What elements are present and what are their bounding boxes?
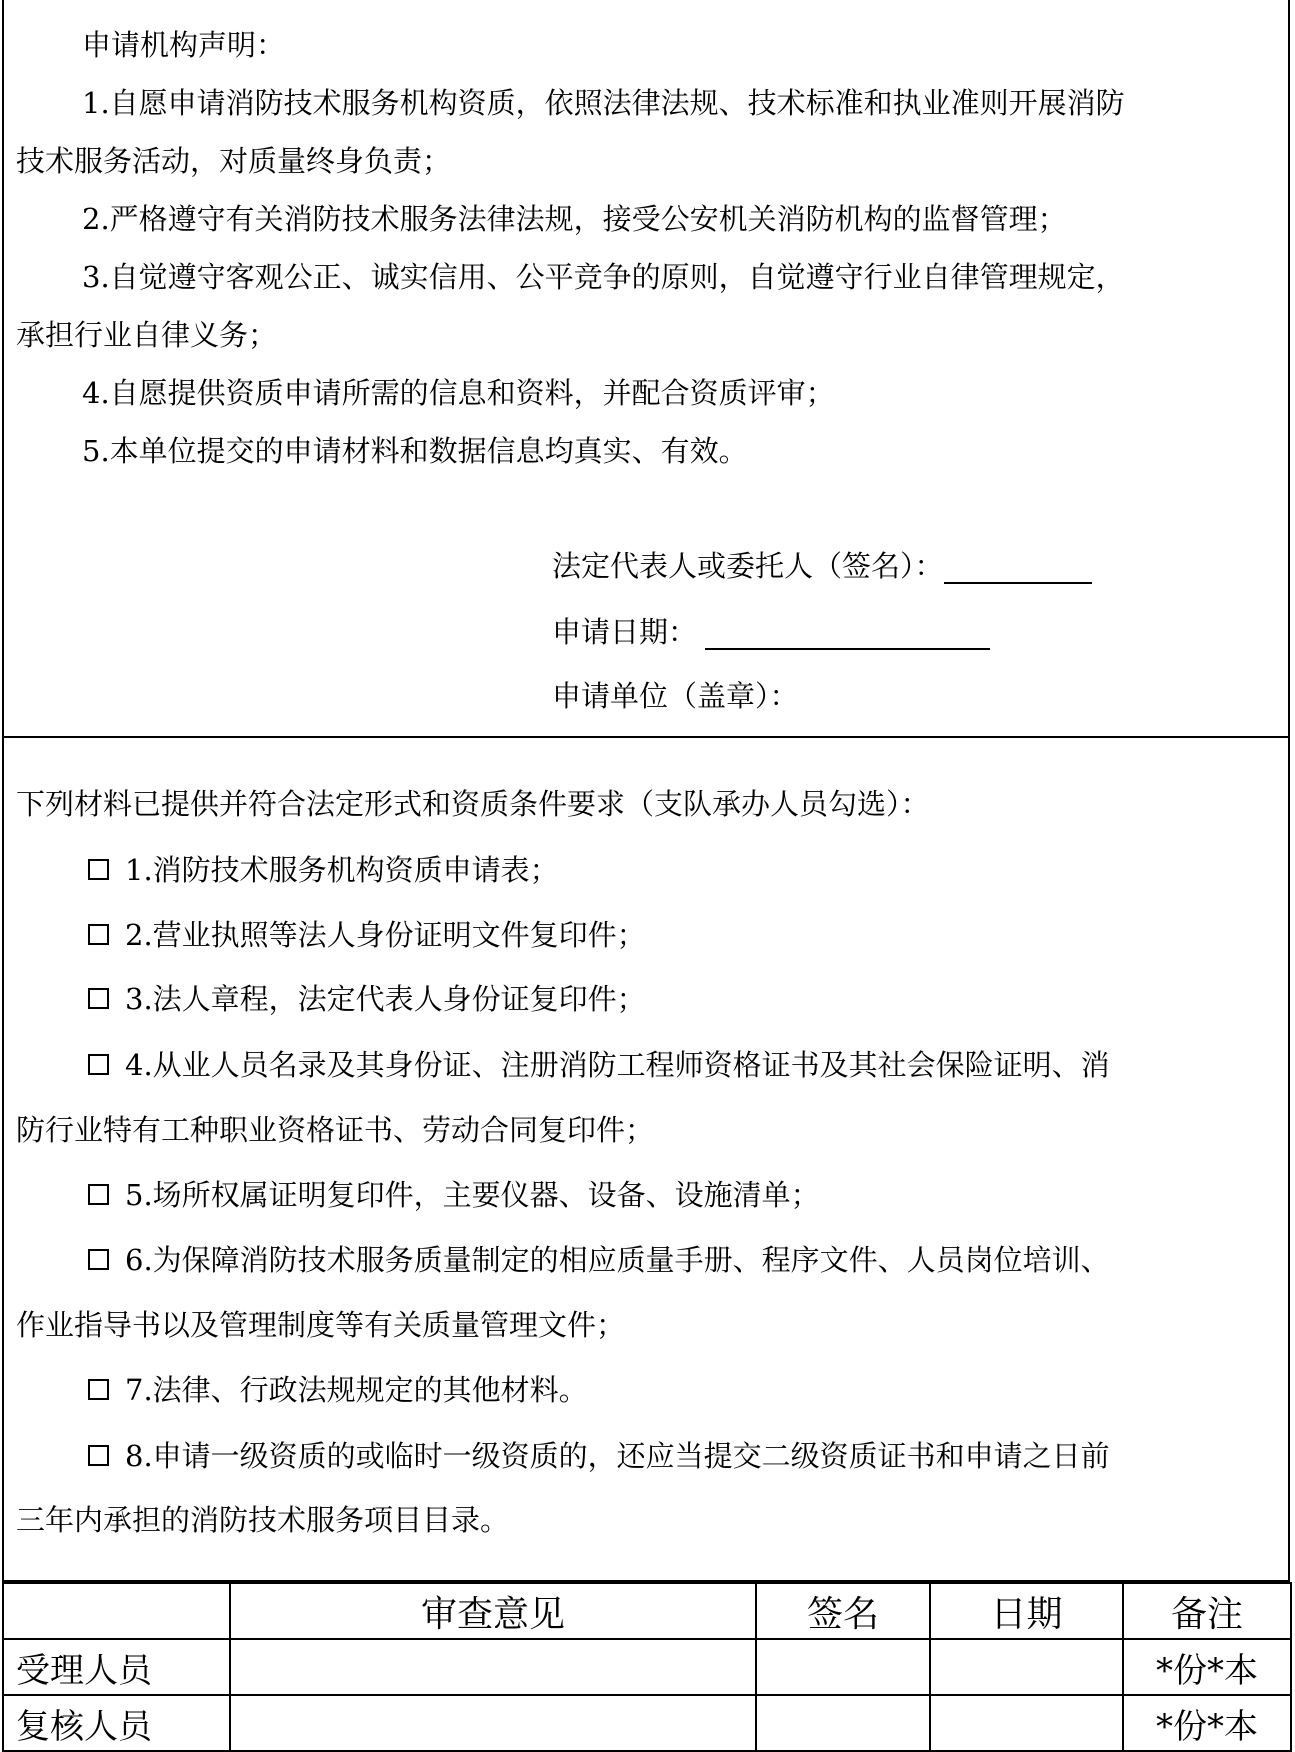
rechecker-note: *份*本 — [1123, 1695, 1291, 1751]
material-item-5 — [88, 1177, 820, 1213]
apply-date-field[interactable] — [705, 620, 990, 650]
material-2-checkbox[interactable] — [88, 924, 109, 945]
material-8-text: 8.申请一级资质的或临时一级资质的，还应当提交二级资质证书和申请之日前 — [125, 1439, 1110, 1473]
material-item-6-cont: 作业指导书以及管理制度等有关质量管理文件； — [16, 1308, 626, 1342]
material-4-checkbox[interactable] — [88, 1054, 109, 1075]
rechecker-opinion-cell[interactable] — [230, 1695, 756, 1751]
material-item-7 — [88, 1372, 588, 1408]
rechecker-signature-cell[interactable] — [756, 1695, 930, 1751]
material-5-checkbox[interactable] — [88, 1184, 109, 1205]
rechecker-date-cell[interactable] — [930, 1695, 1123, 1751]
review-table — [2, 1582, 1292, 1752]
declaration-item-4: 4.自愿提供资质申请所需的信息和资料，并配合资质评审； — [82, 376, 835, 410]
acceptor-signature-cell[interactable] — [756, 1639, 930, 1695]
review-row-rechecker — [3, 1695, 1291, 1751]
review-header-date: 日期 — [930, 1583, 1123, 1639]
acceptor-opinion-cell[interactable] — [230, 1639, 756, 1695]
review-header-opinion: 审查意见 — [230, 1583, 756, 1639]
rep-signature-row — [552, 548, 1092, 584]
material-item-1 — [88, 852, 559, 888]
materials-intro: 下列材料已提供并符合法定形式和资质条件要求（支队承办人员勾选）： — [16, 787, 930, 821]
material-item-4 — [88, 1047, 1110, 1083]
material-item-6 — [88, 1242, 1110, 1278]
material-item-8-cont: 三年内承担的消防技术服务项目目录。 — [16, 1503, 510, 1537]
apply-date-row — [552, 614, 990, 650]
review-header-row — [3, 1583, 1291, 1639]
material-item-2 — [88, 917, 646, 953]
review-row-acceptor — [3, 1639, 1291, 1695]
declaration-item-3: 3.自觉遵守客观公正、诚实信用、公平竞争的原则，自觉遵守行业自律管理规定， — [82, 260, 1125, 294]
material-item-3 — [88, 981, 646, 1017]
declaration-heading: 申请机构声明： — [82, 28, 286, 62]
rep-signature-field[interactable] — [944, 554, 1092, 584]
rechecker-label: 复核人员 — [3, 1695, 230, 1751]
apply-unit-label: 申请单位（盖章）： — [552, 679, 799, 713]
review-header-blank — [3, 1583, 230, 1639]
material-6-text: 6.为保障消防技术服务质量制定的相应质量手册、程序文件、人员岗位培训、 — [125, 1243, 1110, 1277]
declaration-item-2: 2.严格遵守有关消防技术服务法律法规，接受公安机关消防机构的监督管理； — [82, 202, 1067, 236]
acceptor-label: 受理人员 — [3, 1639, 230, 1695]
material-2-text: 2.营业执照等法人身份证明文件复印件； — [125, 918, 646, 952]
apply-date-label: 申请日期： — [552, 615, 698, 649]
declaration-item-5: 5.本单位提交的申请材料和数据信息均真实、有效。 — [82, 434, 748, 468]
material-item-8 — [88, 1438, 1110, 1474]
material-1-checkbox[interactable] — [88, 859, 109, 880]
declaration-item-3-cont: 承担行业自律义务； — [16, 318, 278, 352]
material-1-text: 1.消防技术服务机构资质申请表； — [125, 853, 559, 887]
declaration-item-1: 1.自愿申请消防技术服务机构资质，依照法律法规、技术标准和执业准则开展消防 — [82, 86, 1125, 120]
material-4-text: 4.从业人员名录及其身份证、注册消防工程师资格证书及其社会保险证明、消 — [125, 1048, 1110, 1082]
acceptor-date-cell[interactable] — [930, 1639, 1123, 1695]
review-header-signature: 签名 — [756, 1583, 930, 1639]
material-3-text: 3.法人章程，法定代表人身份证复印件； — [125, 982, 646, 1016]
material-7-checkbox[interactable] — [88, 1379, 109, 1400]
material-8-checkbox[interactable] — [88, 1445, 109, 1466]
material-6-checkbox[interactable] — [88, 1249, 109, 1270]
rep-signature-label: 法定代表人或委托人（签名）： — [552, 549, 944, 583]
material-item-4-cont: 防行业特有工种职业资格证书、劳动合同复印件； — [16, 1113, 655, 1147]
declaration-item-1-cont: 技术服务活动，对质量终身负责； — [16, 144, 452, 178]
acceptor-note: *份*本 — [1123, 1639, 1291, 1695]
material-3-checkbox[interactable] — [88, 988, 109, 1009]
material-7-text: 7.法律、行政法规规定的其他材料。 — [125, 1373, 588, 1407]
review-header-note: 备注 — [1123, 1583, 1291, 1639]
material-5-text: 5.场所权属证明复印件，主要仪器、设备、设施清单； — [125, 1178, 820, 1212]
